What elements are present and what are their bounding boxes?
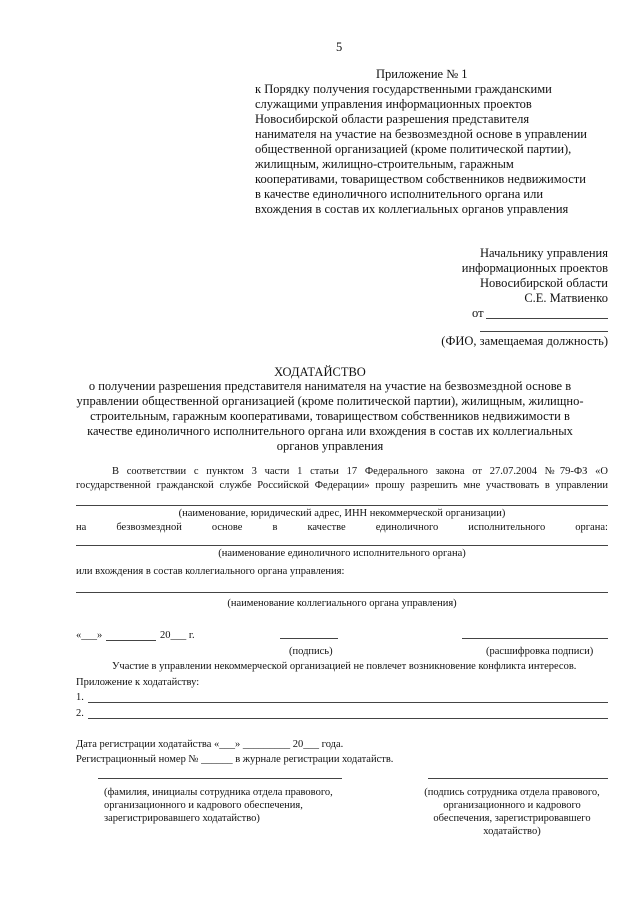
appendix-line: к Порядку получения государственными гражданскими <box>255 82 552 96</box>
basis-word: исполнительного <box>468 522 546 533</box>
appendix-title: Приложение № 1 <box>376 67 468 81</box>
caption-decipher: (расшифровка подписи) <box>486 646 594 657</box>
attachment-line-2 <box>88 718 608 719</box>
left-caption-line: организационного и кадрового обеспечения, <box>104 800 303 811</box>
attachment-label: Приложение к ходатайству: <box>76 677 200 688</box>
basis-word: единоличного <box>375 522 439 533</box>
addressee-line: С.Е. Матвиенко <box>524 291 608 305</box>
decipher-line <box>462 638 608 639</box>
right-caption-line: ходатайство) <box>483 826 541 837</box>
basis-word: безвозмездной <box>116 522 182 533</box>
appendix-line: жилищным, жилищно-строительным, гаражным <box>255 157 514 171</box>
from-line <box>486 318 608 319</box>
left-caption-line: (фамилия, инициалы сотрудника отдела правового, <box>104 787 333 798</box>
basis-word: качестве <box>307 522 346 533</box>
caption-exec: (наименование единоличного исполнительного органа) <box>218 548 466 559</box>
exec-line <box>76 545 608 546</box>
right-caption-line: организационного и кадрового <box>443 800 581 811</box>
addressee-line: Начальнику управления <box>480 246 608 260</box>
signature-line <box>280 638 338 639</box>
reg-signature-line <box>428 778 608 779</box>
no-conflict: Участие в управлении некоммерческой организацией не повлечет возникновение конфликта интересов. <box>112 661 577 672</box>
page-number: 5 <box>336 40 343 54</box>
attachment-item-1: 1. <box>76 692 84 703</box>
reg-name-line <box>98 778 342 779</box>
appendix-text <box>255 82 587 217</box>
para1-line2: государственной гражданской службе Российской Федерации» прошу разрешить мне участвовать в управлении <box>76 480 608 491</box>
caption-org: (наименование, юридический адрес, ИНН некоммерческой организации) <box>178 508 506 519</box>
from-label: от <box>472 306 484 320</box>
caption-collegial: (наименование коллегиального органа управления) <box>227 598 457 609</box>
subtitle-line: управлении общественной организацией (кроме политической партии), жилищным, жилищно- <box>76 394 584 408</box>
date-year: 20___ г. <box>160 630 195 641</box>
reg-date: Дата регистрации ходатайства «___» _________ 20___ года. <box>76 739 344 750</box>
right-caption-line: обеспечения, зарегистрировавшего <box>433 813 591 824</box>
basis-word: органа: <box>575 522 608 533</box>
basis-word: на <box>76 522 87 533</box>
appendix-line: общественной организацией (кроме политической партии), <box>255 142 572 156</box>
subtitle-line: строительным, гаражным кооперативами, товариществом собственников недвижимости в <box>90 409 570 423</box>
petition-subtitle <box>40 379 620 454</box>
left-caption-line: зарегистрировавшего ходатайство) <box>104 813 260 824</box>
right-caption-line: (подпись сотрудника отдела правового, <box>424 787 600 798</box>
org-line <box>76 505 608 506</box>
appendix-line: в качестве единоличного исполнительного органа или <box>255 187 544 201</box>
right-caption <box>416 786 608 838</box>
line-collegial: или вхождения в состав коллегиального органа управления: <box>76 566 345 577</box>
addressee-line: информационных проектов <box>461 261 608 275</box>
appendix-line: кооперативами, товариществом собственников недвижимости <box>255 172 586 186</box>
subtitle-line: о получении разрешения представителя нанимателя на участие на безвозмездной основе в <box>88 379 572 393</box>
attachment-line-1 <box>88 702 608 703</box>
reg-number: Регистрационный номер № ______ в журнале регистрации ходатайств. <box>76 754 394 765</box>
date-month-line <box>106 640 156 641</box>
addressee-line: Новосибирской области <box>479 276 608 290</box>
collegial-line <box>76 592 608 593</box>
para1-line1: В соответствии с пунктом 3 части 1 статьи 17 Федерального закона от 27.07.2004 №79-ФЗ «О <box>112 466 608 477</box>
basis-word: основе <box>211 522 243 533</box>
caption-signature: (подпись) <box>289 646 333 657</box>
date-open: «___» <box>76 630 103 641</box>
appendix-line: вхождения в состав их коллегиальных органов управления <box>255 202 569 216</box>
addressee <box>380 246 608 306</box>
attachment-item-2: 2. <box>76 708 84 719</box>
appendix-line: нанимателя на участие на безвозмездной основе в управлении <box>255 127 587 141</box>
line-basis <box>76 521 608 534</box>
fio-caption: (ФИО, замещаемая должность) <box>441 334 608 348</box>
subtitle-line: органов управления <box>276 439 384 453</box>
appendix-line: Новосибирской области разрешения представителя <box>255 112 530 126</box>
subtitle-line: качестве единоличного исполнительного органа или вхождения в состав их коллегиальных <box>87 424 573 438</box>
basis-word: в <box>272 522 278 533</box>
left-caption <box>104 786 333 825</box>
from-line-2 <box>480 331 608 332</box>
petition-title: ХОДАТАЙСТВО <box>274 365 366 379</box>
appendix-line: служащими управления информационных проектов <box>255 97 532 111</box>
